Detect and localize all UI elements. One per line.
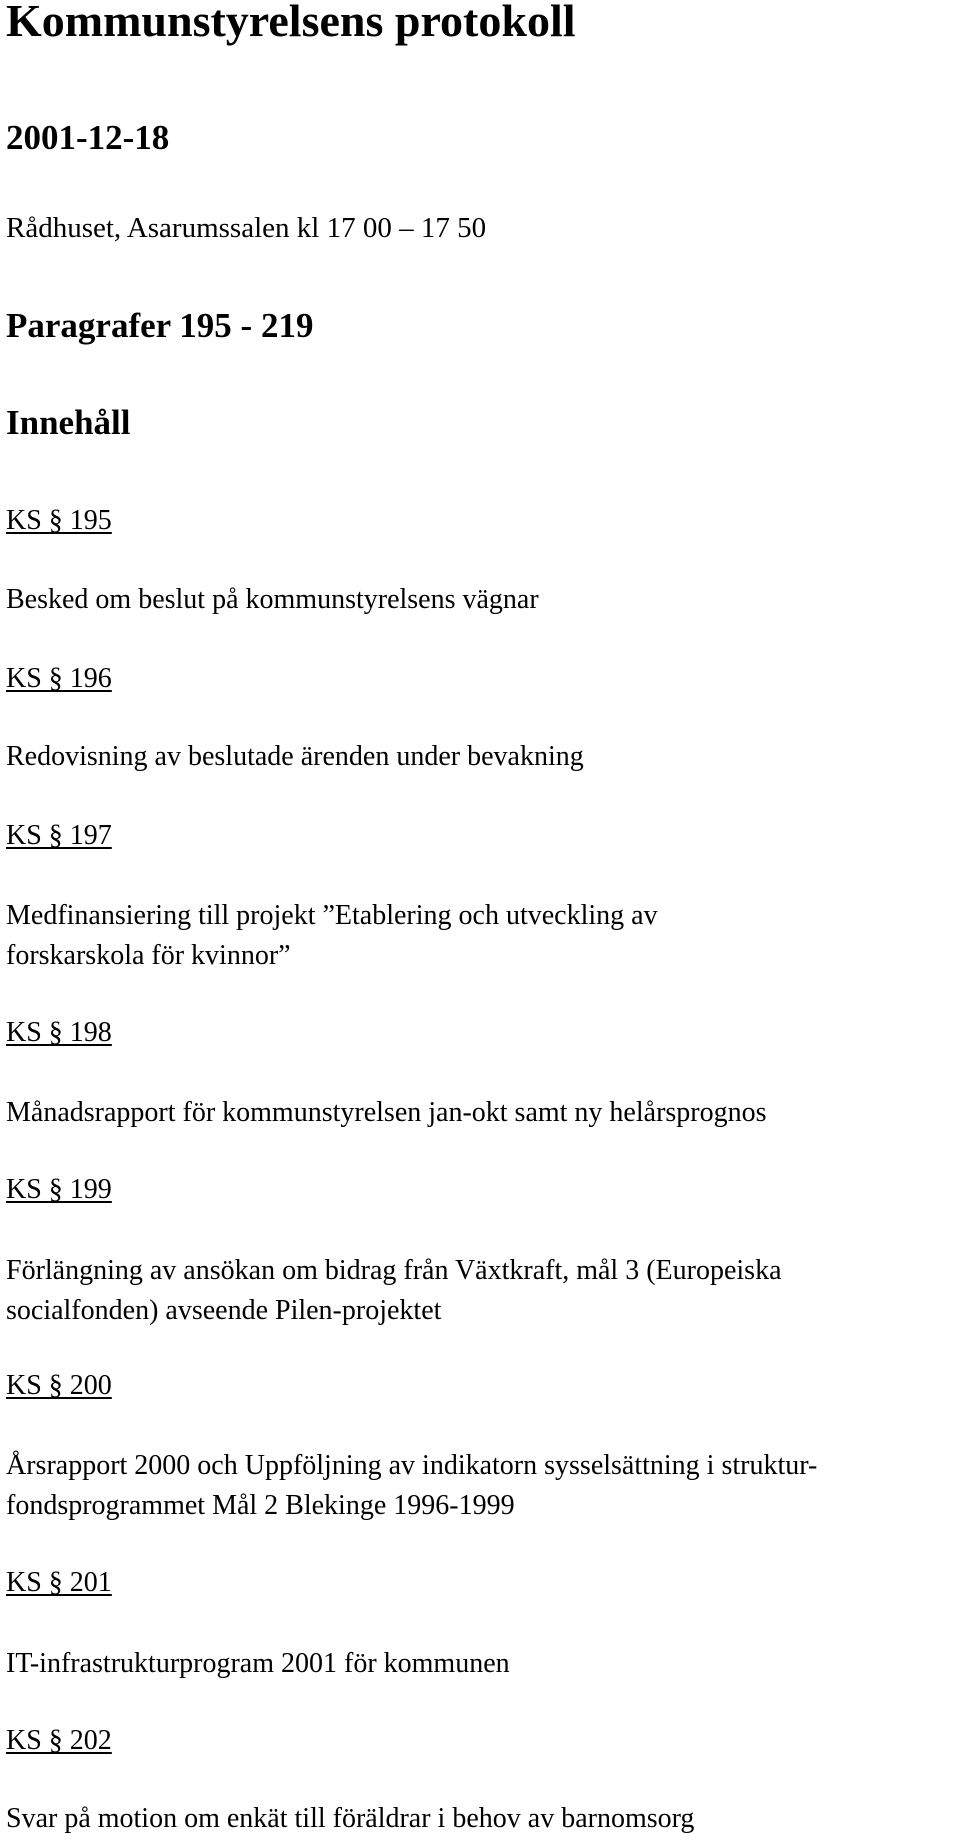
item-ref-197[interactable]: KS § 197 [6, 820, 112, 851]
item-desc-line: Svar på motion om enkät till föräldrar i behov av barnomsorg [6, 1803, 695, 1834]
item-desc-line: IT-infrastrukturprogram 2001 för kommunen [6, 1648, 510, 1679]
item-desc-line: Medfinansiering till projekt ”Etablering och utveckling av [6, 900, 658, 931]
meeting-place-time: Rådhuset, Asarumssalen kl 17 00 – 17 50 [6, 212, 487, 244]
meeting-date: 2001-12-18 [6, 118, 170, 157]
item-desc-200 [6, 1446, 817, 1526]
item-desc-line: Redovisning av beslutade ärenden under bevakning [6, 741, 584, 772]
item-desc-202 [6, 1799, 694, 1839]
item-desc-199 [6, 1251, 782, 1331]
item-ref-199[interactable]: KS § 199 [6, 1174, 112, 1205]
item-ref-200[interactable]: KS § 200 [6, 1370, 112, 1401]
item-desc-line: Månadsrapport för kommunstyrelsen jan-okt samt ny helårsprognos [6, 1097, 767, 1128]
item-ref-198[interactable]: KS § 198 [6, 1017, 112, 1048]
item-desc-198 [6, 1093, 767, 1133]
contents-heading: Innehåll [6, 403, 131, 442]
item-ref-202[interactable]: KS § 202 [6, 1725, 112, 1756]
item-desc-line: fondsprogrammet Mål 2 Blekinge 1996-1999 [6, 1490, 515, 1521]
item-ref-196[interactable]: KS § 196 [6, 663, 112, 694]
item-desc-line: Besked om beslut på kommunstyrelsens vägnar [6, 584, 539, 615]
item-desc-197 [6, 896, 658, 976]
item-desc-line: forskarskola för kvinnor” [6, 940, 291, 971]
item-desc-line: Förlängning av ansökan om bidrag från Växtkraft, mål 3 (Europeiska [6, 1255, 782, 1286]
item-ref-195[interactable]: KS § 195 [6, 505, 112, 536]
document-title: Kommunstyrelsens protokoll [6, 0, 576, 46]
item-desc-line: socialfonden) avseende Pilen-projektet [6, 1295, 442, 1326]
item-desc-line: Årsrapport 2000 och Uppföljning av indikatorn sysselsättning i struktur- [6, 1450, 818, 1481]
item-desc-201 [6, 1644, 510, 1684]
item-desc-195 [6, 580, 539, 620]
item-ref-201[interactable]: KS § 201 [6, 1567, 112, 1598]
paragraph-range: Paragrafer 195 - 219 [6, 306, 314, 345]
item-desc-196 [6, 737, 584, 777]
